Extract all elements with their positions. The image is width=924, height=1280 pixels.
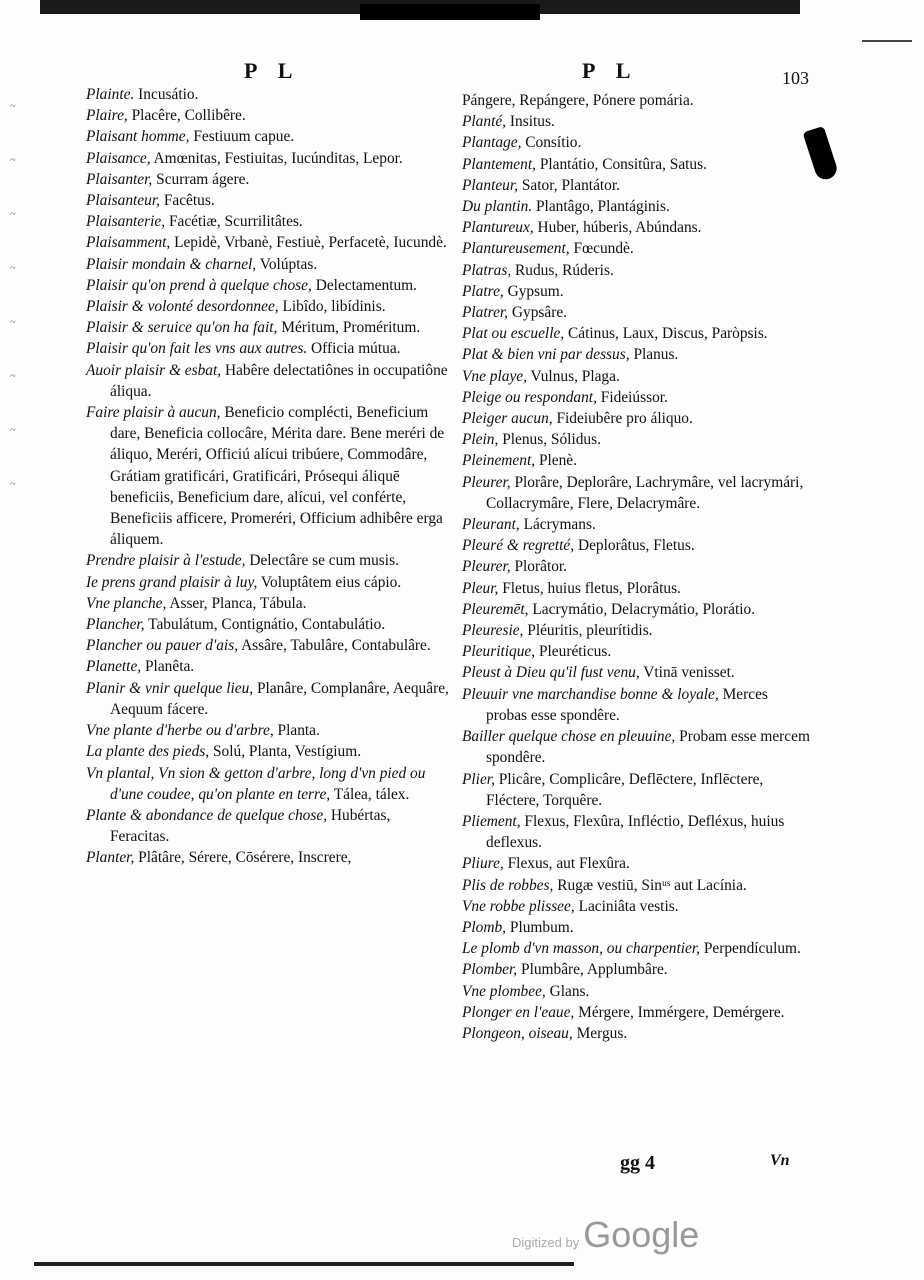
- entry-headword: Planté,: [462, 113, 507, 131]
- entry-headword: Pleuremēt,: [462, 600, 529, 618]
- entry-translation: Tálea, tálex.: [333, 785, 410, 803]
- dictionary-entry: [462, 599, 810, 620]
- entry-translation: Delectâre se cum musis.: [249, 552, 399, 570]
- dictionary-entry: [462, 154, 810, 175]
- entry-translation: Plantâgo, Plantáginis.: [535, 198, 670, 216]
- entry-translation: Vulnus, Plaga.: [530, 367, 620, 385]
- signature-mark: gg 4: [620, 1152, 655, 1174]
- entry-headword: Pleuresie,: [462, 622, 524, 640]
- entry-headword: Planteur,: [462, 176, 519, 194]
- entry-headword: Pliure,: [462, 855, 504, 873]
- entry-translation: Vtinā venisset.: [643, 664, 735, 682]
- entry-headword: Pleur,: [462, 579, 499, 597]
- dictionary-entry: [86, 148, 450, 169]
- entry-translation: Pángere, Repángere, Pónere pomária.: [462, 92, 694, 109]
- entry-translation: Voluptâtem eius cápio.: [260, 573, 402, 591]
- entry-translation: Rudus, Rúderis.: [515, 261, 614, 279]
- dictionary-entry: [86, 593, 450, 614]
- dictionary-entry: [86, 550, 450, 571]
- entry-headword: Plein,: [462, 431, 499, 449]
- dictionary-entry: [462, 1023, 810, 1044]
- entry-translation: Beneficio complécti, Beneficium dare, Beneficia collocâre, Mérita dare. Bene meréri de áliquo, Meréri, Officiú alícui tribúere, Commodâre, Grátiam gratificári, Gratificári, Prósequi áliquē beneficiis, Beneficium dare, alícui, vel conférte, Beneficiis afficere, Promeréri, Officium adhibêre erga áliquem.: [110, 404, 445, 549]
- entry-translation: Planêta.: [145, 658, 195, 676]
- dictionary-entry: [462, 175, 810, 196]
- entry-translation: Plorâre, Deplorâre, Lachrymâre, vel lacrymári, Collacrymâre, Flere, Delacrymâre.: [486, 473, 804, 512]
- dictionary-entry: [462, 302, 810, 323]
- dictionary-entry: [86, 275, 450, 296]
- entry-translation: Fideiubêre pro áliquo.: [556, 410, 693, 428]
- entry-translation: Officia mútua.: [311, 340, 401, 358]
- entry-translation: Lacrymátio, Delacrymátio, Plorátio.: [532, 600, 756, 618]
- dictionary-entry: [462, 90, 810, 111]
- dictionary-entry: [462, 959, 810, 980]
- digitized-label: Digitized by: [512, 1235, 580, 1250]
- entry-headword: Pleinement,: [462, 452, 536, 470]
- entry-translation: Planus.: [633, 346, 679, 364]
- entry-headword: Platre,: [462, 282, 504, 300]
- entry-headword: Pleust à Dieu qu'il fust venu,: [462, 664, 640, 682]
- entry-headword: Pliement,: [462, 812, 521, 830]
- entry-headword: La plante des pieds,: [86, 743, 210, 761]
- entry-headword: Pleuuir vne marchandise bonne & loyale,: [462, 685, 719, 703]
- entry-headword: Planette,: [86, 658, 142, 676]
- entry-translation: Festiuum capue.: [193, 128, 295, 146]
- entry-headword: Plis de robbes,: [462, 876, 554, 894]
- entry-translation: Pléuritis, pleurítidis.: [527, 622, 653, 640]
- margin-annotations: ~ ~ ~ ~ ~ ~ ~ ~: [10, 101, 16, 490]
- entry-headword: Plier,: [462, 770, 495, 788]
- dictionary-entry: [462, 344, 810, 365]
- dictionary-entry: [462, 662, 810, 683]
- entry-headword: Plainte.: [86, 86, 135, 103]
- entry-headword: Pleuré & regretté,: [462, 537, 575, 555]
- entry-translation: Plenus, Sólidus.: [502, 431, 601, 449]
- dictionary-entry: [462, 981, 810, 1002]
- dictionary-entry: [462, 514, 810, 535]
- entry-headword: Vne playe,: [462, 367, 527, 385]
- entry-translation: Méritum, Proméritum.: [281, 319, 421, 337]
- dictionary-entry: [86, 572, 450, 593]
- dictionary-entry: [462, 429, 810, 450]
- dictionary-entry: [86, 254, 450, 275]
- entry-headword: Plat ou escuelle,: [462, 325, 565, 343]
- entry-headword: Bailler quelque chose en pleuuine,: [462, 728, 676, 746]
- dictionary-entry: [462, 281, 810, 302]
- entry-translation: Amœnitas, Festiuitas, Iucúnditas, Lepor.: [153, 149, 403, 167]
- entry-translation: Facétiæ, Scurrilitâtes.: [168, 213, 303, 231]
- entry-translation: Plantátio, Consitûra, Satus.: [539, 155, 707, 173]
- entry-headword: Auoir plaisir & esbat,: [86, 361, 222, 379]
- dictionary-entry: [462, 387, 810, 408]
- entry-translation: Deplorâtus, Fletus.: [577, 537, 695, 555]
- dictionary-entry: [462, 196, 810, 217]
- dictionary-entry: [462, 132, 810, 153]
- entry-translation: Volúptas.: [259, 255, 318, 273]
- google-logo: Google: [583, 1214, 700, 1255]
- entry-headword: Planter,: [86, 849, 135, 867]
- dictionary-entry: [462, 853, 810, 874]
- dictionary-entry: [86, 656, 450, 677]
- entry-headword: Pleiger aucun,: [462, 410, 553, 428]
- running-head-right: P L: [582, 58, 639, 83]
- entry-translation: Mérgere, Immérgere, Demérgere.: [578, 1003, 785, 1021]
- dictionary-entry: [462, 769, 810, 811]
- entry-headword: Plaisant homme,: [86, 128, 190, 146]
- dictionary-entry: [462, 578, 810, 599]
- dictionary-entry: [462, 726, 810, 768]
- catchword: Vn: [770, 1152, 790, 1169]
- entry-translation: Asser, Planca, Tábula.: [169, 594, 307, 612]
- entry-translation: Cátinus, Laux, Discus, Paròpsis.: [568, 325, 768, 343]
- entry-headword: Plaisance,: [86, 149, 151, 167]
- entry-headword: Pleurant,: [462, 516, 520, 534]
- entry-translation: Glans.: [549, 982, 590, 1000]
- entry-translation: Plenè.: [538, 452, 577, 470]
- entry-headword: Vne plombee,: [462, 982, 546, 1000]
- dictionary-entry: [462, 238, 810, 259]
- entry-headword: Vn plantal, Vn sion & getton d'arbre, long d'vn pied ou d'une coudee, qu'on plante en terre,: [86, 764, 426, 803]
- entry-translation: Incusátio.: [138, 86, 199, 103]
- entry-translation: Laciniâta vestis.: [578, 897, 679, 915]
- entry-translation: Pleuréticus.: [538, 643, 612, 661]
- entry-translation: Planâre, Complanâre, Aequâre, Aequum fácere.: [110, 679, 449, 718]
- entry-headword: Platras,: [462, 261, 512, 279]
- entry-headword: Vne robbe plissee,: [462, 897, 575, 915]
- entry-headword: Ie prens grand plaisir à luy,: [86, 573, 258, 591]
- entry-headword: Plaisir & volonté desordonnee,: [86, 298, 279, 316]
- entry-translation: Solú, Planta, Vestígium.: [212, 743, 362, 761]
- dictionary-column-right: [462, 90, 810, 1044]
- entry-headword: Plaisanteur,: [86, 192, 160, 210]
- dictionary-entry: [86, 211, 450, 232]
- dictionary-column-left: [86, 84, 450, 869]
- dictionary-entry: [86, 763, 450, 805]
- entry-headword: Pleuritique,: [462, 643, 536, 661]
- entry-translation: Fletus, huius fletus, Plorâtus.: [502, 579, 681, 597]
- dictionary-entry: [86, 338, 450, 359]
- entry-headword: Plaisir qu'on fait les vns aux autres.: [86, 340, 308, 358]
- entry-headword: Pleurer,: [462, 473, 511, 491]
- entry-translation: Planta.: [277, 722, 320, 740]
- dictionary-entry: [86, 169, 450, 190]
- entry-headword: Plancher,: [86, 616, 145, 634]
- dictionary-entry: [86, 402, 450, 550]
- entry-headword: Plat & bien vni par dessus,: [462, 346, 630, 364]
- entry-translation: Probam esse mercem spondêre.: [486, 728, 810, 767]
- entry-translation: Flexus, Flexûra, Infléctio, Defléxus, huius deflexus.: [486, 812, 785, 852]
- dictionary-entry: [462, 535, 810, 556]
- entry-headword: Pleurer,: [462, 558, 511, 576]
- entry-translation: Merces probas esse spondêre.: [486, 685, 768, 724]
- dictionary-entry: [86, 317, 450, 338]
- dictionary-entry: [86, 360, 450, 402]
- entry-headword: Plaisir qu'on prend à quelque chose,: [86, 276, 312, 294]
- dictionary-entry: [86, 84, 450, 105]
- dictionary-entry: [86, 635, 450, 656]
- dictionary-entry: [462, 260, 810, 281]
- entry-headword: Plaisanter,: [86, 170, 153, 188]
- entry-headword: Plaisanterie,: [86, 213, 166, 231]
- entry-headword: Plante & abondance de quelque chose,: [86, 806, 328, 824]
- dictionary-entry: [462, 875, 810, 896]
- entry-headword: Planir & vnir quelque lieu,: [86, 679, 254, 697]
- entry-translation: Consítio.: [525, 134, 582, 152]
- dictionary-entry: [86, 847, 450, 868]
- dictionary-entry: [462, 917, 810, 938]
- margin-rule: [862, 40, 912, 42]
- dictionary-entry: [462, 472, 810, 514]
- entry-translation: Delectamentum.: [315, 276, 417, 294]
- dictionary-entry: [462, 896, 810, 917]
- entry-headword: Plantage,: [462, 134, 522, 152]
- entry-headword: Plomb,: [462, 918, 507, 936]
- entry-headword: Plaisir mondain & charnel,: [86, 255, 257, 273]
- entry-headword: Plaisamment,: [86, 234, 171, 252]
- dictionary-entry: [86, 678, 450, 720]
- dictionary-entry: [86, 232, 450, 253]
- dictionary-entry: [86, 190, 450, 211]
- entry-headword: Plonger en l'eaue,: [462, 1003, 575, 1021]
- entry-translation: Tabulátum, Contignátio, Contabulátio.: [148, 616, 386, 634]
- entry-headword: Faire plaisir à aucun,: [86, 404, 221, 422]
- dictionary-entry: [86, 720, 450, 741]
- entry-translation: Lepidè, Vrbanè, Festiuè, Perfacetè, Iucundè.: [174, 234, 447, 252]
- dictionary-entry: [462, 450, 810, 471]
- entry-translation: Fideiússor.: [600, 388, 668, 406]
- dictionary-entry: [462, 938, 810, 959]
- entry-headword: Vne plante d'herbe ou d'arbre,: [86, 722, 274, 740]
- entry-translation: Perpendículum.: [703, 940, 801, 958]
- entry-translation: Lácrymans.: [523, 516, 596, 534]
- entry-translation: Assâre, Tabulâre, Contabulâre.: [241, 637, 431, 655]
- entry-translation: Gypsâre.: [511, 304, 568, 322]
- dictionary-entry: [86, 126, 450, 147]
- page-number: 103: [782, 68, 809, 88]
- dictionary-entry: [462, 323, 810, 344]
- dictionary-entry: [462, 620, 810, 641]
- dictionary-entry: [86, 614, 450, 635]
- entry-headword: Plaisir & seruice qu'on ha fait,: [86, 319, 278, 337]
- entry-headword: Plomber,: [462, 961, 518, 979]
- dictionary-entry: [462, 366, 810, 387]
- entry-translation: Scurram ágere.: [156, 170, 250, 188]
- entry-translation: Mergus.: [576, 1024, 628, 1042]
- entry-headword: Plantureux,: [462, 219, 534, 237]
- entry-translation: Gypsum.: [507, 282, 564, 300]
- entry-headword: Plantement,: [462, 155, 536, 173]
- entry-translation: Huber, húberis, Abúndans.: [537, 219, 702, 237]
- dictionary-entry: [462, 641, 810, 662]
- dictionary-entry: [462, 217, 810, 238]
- entry-headword: Platrer,: [462, 304, 509, 322]
- scan-bottom-edge: [34, 1262, 574, 1266]
- entry-translation: Plumbâre, Applumbâre.: [521, 961, 668, 979]
- dictionary-entry: [462, 684, 810, 726]
- entry-translation: Hubértas, Feracitas.: [110, 806, 391, 846]
- entry-translation: Plumbum.: [509, 918, 574, 936]
- entry-translation: Plâtâre, Sérere, Cōsérere, Inscrere,: [138, 849, 352, 867]
- entry-translation: Facêtus.: [163, 192, 215, 210]
- entry-headword: Prendre plaisir à l'estude,: [86, 552, 246, 570]
- entry-translation: Rugæ vestiū, Sinᵘˢ aut Lacínia.: [557, 876, 747, 894]
- entry-headword: Plantureusement,: [462, 240, 570, 258]
- entry-headword: Vne planche,: [86, 594, 167, 612]
- dictionary-entry: [462, 811, 810, 853]
- entry-translation: Placêre, Collibêre.: [131, 107, 246, 125]
- entry-translation: Flexus, aut Flexûra.: [507, 855, 630, 873]
- entry-headword: Plaire,: [86, 107, 128, 125]
- entry-headword: Plongeon, oiseau,: [462, 1024, 573, 1042]
- dictionary-entry: [462, 408, 810, 429]
- entry-translation: Habêre delectatiônes in occupatiône áliqua.: [110, 361, 448, 400]
- dictionary-entry: [86, 296, 450, 317]
- entry-translation: Plicâre, Complicâre, Deflēctere, Inflēctere, Fléctere, Torquêre.: [486, 770, 764, 809]
- dictionary-entry: [86, 741, 450, 762]
- entry-translation: Sator, Plantátor.: [521, 176, 621, 194]
- dictionary-entry: [86, 105, 450, 126]
- dictionary-entry: [462, 1002, 810, 1023]
- entry-headword: Du plantin.: [462, 198, 533, 216]
- dictionary-entry: [86, 805, 450, 847]
- dictionary-entry: [462, 111, 810, 132]
- entry-headword: Plancher ou pauer d'ais,: [86, 637, 239, 655]
- scan-edge-block: [360, 4, 540, 20]
- digitized-watermark: [512, 1214, 699, 1256]
- entry-headword: Le plomb d'vn masson, ou charpentier,: [462, 940, 700, 958]
- entry-translation: Libîdo, libídinis.: [282, 298, 386, 316]
- entry-translation: Plorâtor.: [514, 558, 568, 576]
- running-head-left: P L: [244, 58, 301, 83]
- dictionary-entry: [462, 556, 810, 577]
- entry-translation: Fœcundè.: [573, 240, 634, 258]
- entry-headword: Pleige ou respondant,: [462, 388, 597, 406]
- entry-translation: Insitus.: [509, 113, 555, 131]
